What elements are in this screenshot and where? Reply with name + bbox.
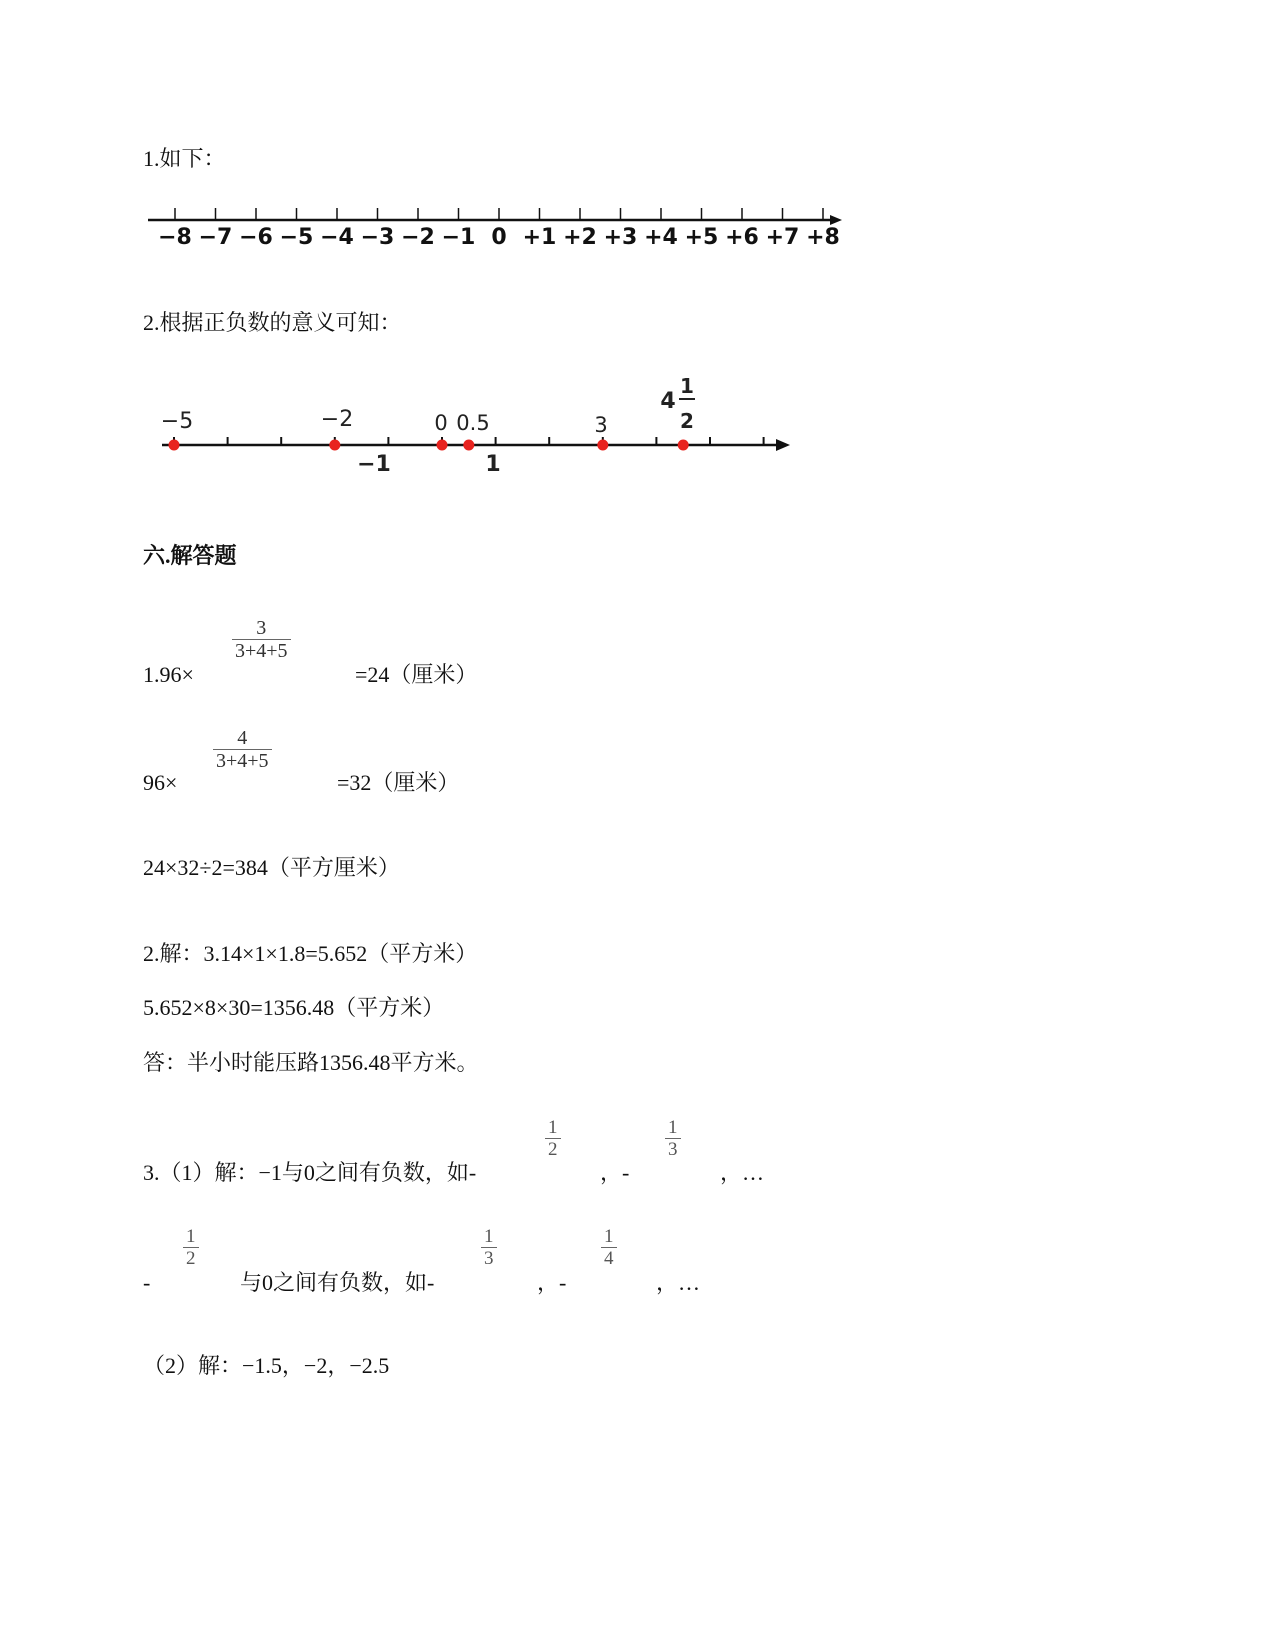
q3-p2-ellipsis: ，… [656,1270,701,1295]
point-label-three: 3 [594,413,608,437]
q3-p2-fraction-0-denominator: 2 [183,1247,199,1269]
number-line-1-tick-label: +5 [684,225,719,250]
point-label-four-numerator: 1 [680,374,694,398]
number-line-1-tick-label: −2 [401,225,435,250]
q3-p1-fraction-2-denominator: 3 [665,1138,681,1160]
number-line-2-point [169,440,180,451]
q1-line1-denominator: 3+4+5 [232,639,291,662]
q3-p3: （2）解：−1.5，−2，−2.5 [143,1353,390,1378]
q3-p2-fraction-1 [481,1226,497,1269]
number-line-1-tick-label: +8 [806,225,840,250]
q1-line2-prefix: 96× [143,770,178,795]
tick-label-minus-1: −1 [357,452,391,477]
point-label-half: 0.5 [456,411,490,435]
number-line-1-tick-label: −1 [441,225,476,250]
number-line-1-tick-label: −3 [360,225,395,250]
number-line-1-tick-label: +1 [522,225,557,250]
q3-p1-separator: ，- [600,1160,630,1185]
q1-line1-prefix: 1.96× [143,662,194,687]
q1-line2-denominator: 3+4+5 [213,749,272,772]
number-line-1-tick-label: +2 [563,225,597,250]
number-line-1-tick-label: +6 [725,225,759,250]
number-line-2-point [437,440,448,451]
number-line-1 [140,200,850,252]
number-line-1-tick-label: −4 [320,225,354,250]
q2-line1: 2.解：3.14×1×1.8=5.652（平方米） [143,941,478,966]
q1-line1-numerator: 3 [256,617,267,639]
q1-line2-fraction [213,727,272,772]
number-line-1-arrow [830,215,842,225]
number-line-2-arrow [776,439,790,451]
number-line-1-tick-label: +7 [765,225,800,250]
number-line-1-tick-label: −8 [158,225,192,250]
number-line-1-tick-label: +3 [603,225,638,250]
number-line-1-tick-label: −6 [239,225,273,250]
item-1-label: 1.如下： [143,146,226,171]
q3-p2-fraction-2 [601,1226,617,1269]
q3-p1-ellipsis: ，… [720,1160,765,1185]
q3-p2-middle: 与0之间有负数，如- [240,1270,435,1295]
number-line-2-point [678,440,689,451]
q1-line3: 24×32÷2=384（平方厘米） [143,855,400,880]
q3-p1-prefix: 3.（1）解：−1与0之间有负数，如- [143,1160,477,1185]
number-line-2-point [329,440,340,451]
q3-p2-prefix: - [143,1270,151,1295]
number-line-2-point [463,440,474,451]
item-2-label: 2.根据正负数的意义可知： [143,310,402,335]
number-line-2-point [597,440,608,451]
q1-line1-fraction [232,617,291,662]
point-label-four-denominator: 2 [680,409,694,433]
section-6-title: 六.解答题 [143,543,237,568]
point-label-zero: 0 [434,411,448,435]
q3-p1-fraction-1-numerator: 1 [548,1117,558,1138]
q3-p1-fraction-2 [665,1117,681,1160]
q3-p2-fraction-1-numerator: 1 [484,1226,494,1247]
q1-line2-numerator: 4 [237,727,248,749]
point-label-four-whole: 4 [660,389,676,414]
q3-p2-fraction-2-numerator: 1 [604,1226,614,1247]
q3-p2-fraction-0-numerator: 1 [186,1226,196,1247]
number-line-1-tick-label: −7 [198,225,233,250]
q3-p1-fraction-2-numerator: 1 [668,1117,678,1138]
q1-line1-suffix: =24（厘米） [355,662,478,687]
q3-p1-fraction-1 [545,1117,561,1160]
number-line-1-tick-label: 0 [491,225,507,250]
tick-label-plus-1: 1 [485,452,501,477]
q3-p2-fraction-0 [183,1226,199,1269]
q3-p1-fraction-1-denominator: 2 [545,1138,561,1160]
q3-p2-fraction-1-denominator: 3 [481,1247,497,1269]
q2-line2: 5.652×8×30=1356.48（平方米） [143,995,445,1020]
q3-p2-separator: ，- [537,1270,567,1295]
number-line-2 [150,365,800,480]
q2-line3: 答：半小时能压路1356.48平方米。 [143,1050,479,1075]
q3-p2-fraction-2-denominator: 4 [601,1247,617,1269]
number-line-1-tick-label: −5 [279,225,314,250]
point-label-minus-5: −5 [160,409,194,434]
number-line-1-tick-label: +4 [644,225,678,250]
q1-line2-suffix: =32（厘米） [337,770,460,795]
point-label-minus-2: −2 [320,407,354,432]
